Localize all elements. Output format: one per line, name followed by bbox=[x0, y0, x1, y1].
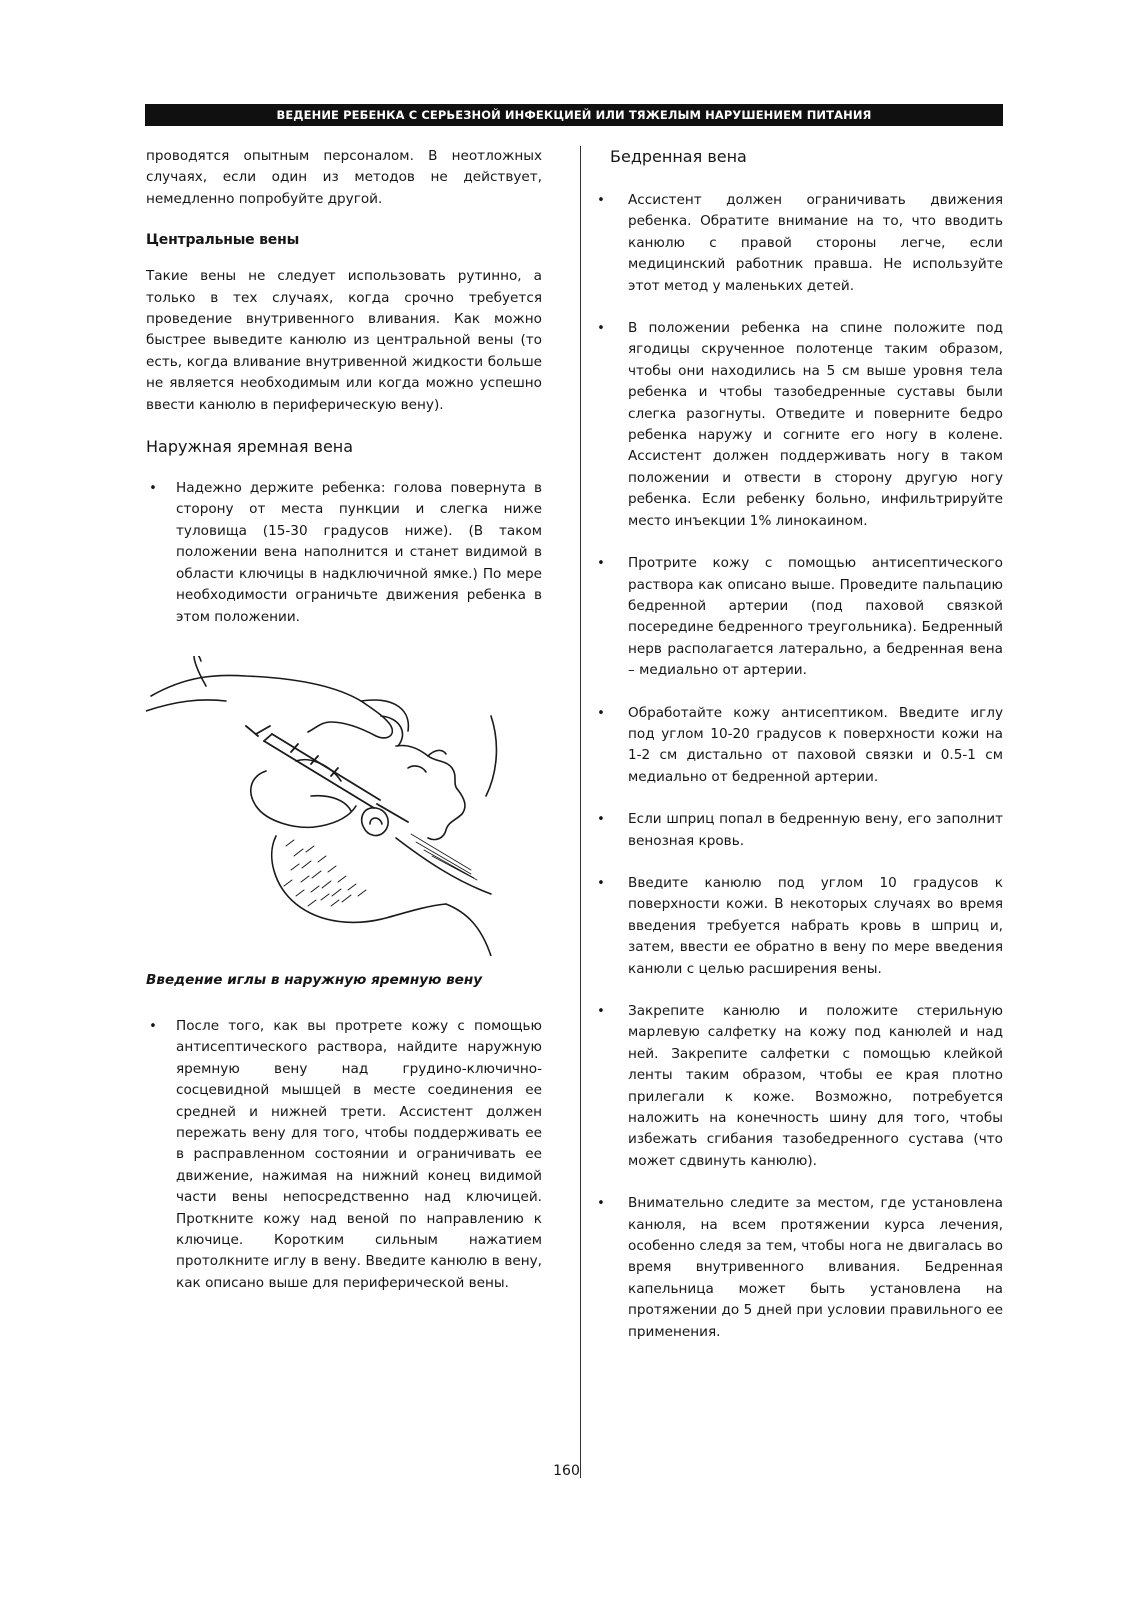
syringe bbox=[246, 726, 408, 822]
bullet-text: Ассистент должен ограничивать движения ребенка. Обратите внимание на то, что вводить канюлю с правой стороны легче, если медицинский работник правша. Не используйте этот метод у маленьких детей. bbox=[628, 192, 1003, 294]
hair-strokes bbox=[284, 840, 366, 906]
bullet-text: В положении ребенка на спине положите под ягодицы скрученное полотенце таким образом, чтобы они находились на 5 см выше уровня тела ребенка и чтобы тазобедренные суставы были слегка разогнуты. Отведите и поверните бедро ребенка наружу и согните его ногу в колене. Ассистент должен поддерживать ногу в таком положении и отвести в сторону другую ногу ребенка. Если ребенку больно, инфильтрируйте место инъекции 1% линокаином. bbox=[628, 320, 1003, 529]
list-item bbox=[146, 478, 542, 628]
bullet-icon: • bbox=[597, 193, 605, 208]
list-item bbox=[597, 1193, 1003, 1343]
bullet-text: Если шприц попал в бедренную вену, его заполнит венозная кровь. bbox=[628, 811, 1003, 849]
list-item bbox=[597, 318, 1003, 532]
left-column bbox=[146, 146, 542, 1294]
bullet-icon: • bbox=[597, 1196, 605, 1212]
bullet-icon: • bbox=[597, 556, 605, 572]
list-item bbox=[597, 809, 1003, 852]
list-item bbox=[597, 873, 1003, 980]
list-item bbox=[146, 1016, 542, 1294]
page-number: 160 bbox=[553, 1463, 580, 1479]
list-item bbox=[597, 703, 1003, 789]
figure-caption: Введение иглы в наружную яремную вену bbox=[146, 971, 483, 988]
child-eye bbox=[408, 766, 426, 772]
bullet-icon: • bbox=[597, 812, 605, 828]
section-heading-central-veins: Центральные вены bbox=[146, 232, 300, 249]
list-item bbox=[597, 190, 1003, 297]
bullet-icon: • bbox=[597, 705, 605, 721]
column-divider bbox=[580, 146, 581, 1478]
bullet-text: Надежно держите ребенка: голова повернута в сторону от места пункции и слегка ниже туловища (15-30 градусов ниже). (В таком положении вена наполнится и станет видимой в области ключицы в надключичной ямке.) По мере необходимости ограничьте движения ребенка в этом положении. bbox=[176, 480, 542, 625]
central-veins-paragraph: Такие вены не следует использовать рутинно, а только в тех случаях, когда срочно требуется проведение внутривенного вливания. Как можно быстрее выведите канюлю из центральной вены (то есть, когда вливание внутривенной жидкости больше не является необходимым или когда можно успешно ввести канюлю в периферическую вену). bbox=[146, 268, 542, 413]
list-item bbox=[597, 1001, 1003, 1172]
bullet-text: Введите канюлю под углом 10 градусов к поверхности кожи. В некоторых случаях во время введения требуется набрать кровь в шприц и, затем, ввести ее обратно в вену по мере введения канюли с целью расширения вены. bbox=[628, 874, 1003, 977]
child-nose bbox=[428, 750, 446, 756]
child-face-profile bbox=[396, 745, 465, 839]
glove-thumb bbox=[194, 656, 206, 686]
jugular-injection-illustration bbox=[146, 656, 526, 956]
bullet-icon: • bbox=[597, 321, 605, 337]
background-line bbox=[486, 716, 496, 796]
running-header: ВЕДЕНИЕ РЕБЕНКА С СЕРЬЕЗНОЙ ИНФЕКЦИЕЙ ИЛИ ТЯЖЕЛЫМ НАРУШЕНИЕМ ПИТАНИЯ bbox=[145, 104, 1003, 126]
femoral-bullets bbox=[597, 190, 1003, 1343]
child-ear bbox=[362, 808, 389, 836]
jugular-bullets-top bbox=[146, 478, 542, 628]
bullet-text: Внимательно следите за местом, где установлена канюля, на всем протяжении курса лечения, особенно следя за тем, чтобы нога не двигалась во время внутривенного вливания. Бедренная капельница может быть установлена на протяжении до 5 дней при условии правильного ее применения. bbox=[628, 1195, 1003, 1340]
glove-cuff-line bbox=[146, 700, 226, 711]
child-shoulder bbox=[446, 904, 491, 956]
bullet-icon: • bbox=[597, 875, 605, 891]
jugular-bullets-bottom bbox=[146, 1016, 542, 1294]
child-head-outline bbox=[272, 836, 446, 922]
bullet-text: Протрите кожу с помощью антисептического раствора как описано выше. Проведите пальпацию бедренной артерии (под паховой связкой посередине бедренного треугольника). Бедренный нерв располагается латерально, а бедренная вена – медиально от артерии. bbox=[628, 555, 1003, 679]
intro-paragraph: проводятся опытным персоналом. В неотложных случаях, если один из методов не действует, немедленно попробуйте другой. bbox=[146, 148, 542, 207]
glove-fingers bbox=[361, 700, 408, 746]
right-column bbox=[597, 146, 1003, 1364]
bullet-text: После того, как вы протрете кожу с помощью антисептического раствора, найдите наружную яремную вену над грудино-ключично-сосцевидной мышцей в месте соединения ее средней и нижней трети. Ассистент должен пережать вену для того, чтобы поддерживать ее в расправленном состоянии и ограничивать ее движение, нажимая на нижний конец видимой части вены непосредственно над ключицей. Проткните кожу над веной по направлению к ключице. Коротким сильным нажатием протолкните иглу в вену. Введите канюлю в вену, как описано выше для периферической вены. bbox=[176, 1017, 542, 1291]
subheading-external-jugular: Наружная яремная вена bbox=[146, 437, 354, 457]
subheading-femoral-vein: Бедренная вена bbox=[610, 147, 747, 166]
glove-upper-hand bbox=[151, 675, 392, 738]
bullet-text: Обработайте кожу антисептиком. Введите иглу под углом 10-20 градусов к поверхности кожи на 1-2 см дистально от паховой связки и 0.5-1 см медиально от бедренной артерии. bbox=[628, 704, 1003, 785]
bullet-icon: • bbox=[597, 1004, 605, 1019]
bullet-icon: • bbox=[149, 481, 157, 497]
glove-lower-fingers bbox=[296, 760, 351, 811]
list-item bbox=[597, 553, 1003, 681]
bullet-text: Закрепите канюлю и положите стерильную марлевую салфетку на кожу под канюлей и над ней. Закрепите салфетки с помощью клейкой ленты таким образом, чтобы ее края плотно прилегали к коже. Возможно, потребуется наложить на конечность шину для того, чтобы избежать сгибания тазобедренного сустава (что может сдвинуть канюлю). bbox=[628, 1003, 1003, 1169]
child-neck bbox=[396, 838, 491, 894]
bullet-icon: • bbox=[149, 1018, 157, 1034]
